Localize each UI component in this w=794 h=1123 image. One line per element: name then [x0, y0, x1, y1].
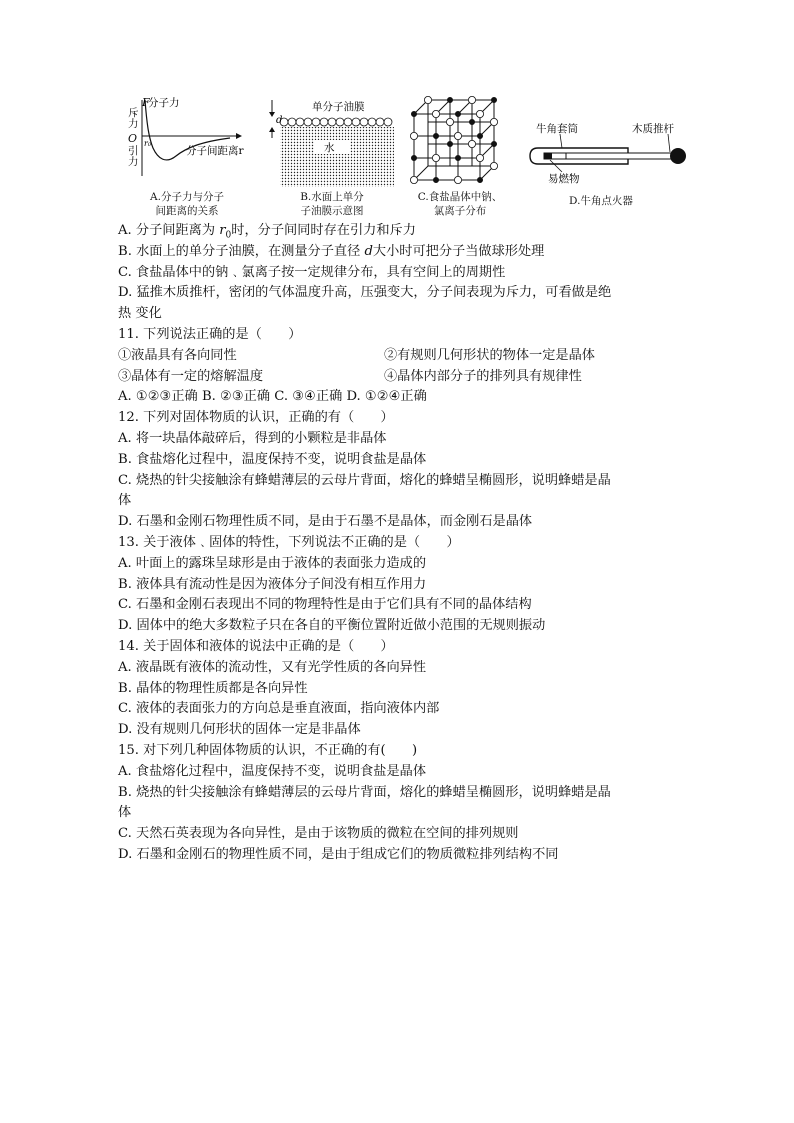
q12-option-d: D. 石墨和金刚石物理性质不同，是由于石墨不是晶体，而金刚石是晶体 [118, 514, 533, 530]
attraction-label: 引力 [128, 145, 139, 168]
q14-stem: 14. 关于固体和液体的说法中正确的是（ ） [118, 638, 394, 654]
q13-option-b: B. 液体具有流动性是因为液体分子间没有相互作用力 [118, 576, 427, 592]
q15-option-b-line2: 体 [118, 805, 132, 821]
q12-option-c-line2: 体 [118, 493, 132, 509]
q12-option-a: A. 将一块晶体敲碎后，得到的小颗粒是非晶体 [118, 430, 387, 446]
q14-option-c: C. 液体的表面张力的方向总是垂直液面，指向液体内部 [118, 701, 440, 717]
force-title: 分子力 [148, 97, 180, 109]
fuel-label: 易燃物 [548, 173, 580, 185]
q14-option-b: B. 晶体的物理性质都是各向异性 [118, 680, 308, 696]
figure-b-oil-film [266, 96, 406, 222]
q11-items-row2: ③晶体有一定的熔解温度 ④晶体内部分子的排列具有规律性 [118, 368, 582, 384]
q13-option-a: A. 叶面上的露珠呈球形是由于液体的表面张力造成的 [118, 555, 427, 571]
force-distance-graph [118, 96, 266, 192]
q12-option-c-line1: C. 烧热的针尖接触涂有蜂蜡薄层的云母片背面，熔化的蜂蜡呈椭圆形，说明蜂蜡是晶 [118, 472, 611, 488]
tube-label: 牛角套筒 [536, 123, 578, 135]
figure-row [118, 96, 688, 222]
axis-f-label: F [142, 96, 150, 109]
origin-label: O [128, 132, 138, 145]
q10-option-c: C. 食盐晶体中的钠﹑氯离子按一定规律分布，具有空间上的周期性 [118, 264, 506, 280]
horn-igniter-diagram [528, 96, 688, 190]
q11-options: A. ①②③正确 B. ②③正确 C. ③④正确 D. ①②④正确 [118, 389, 427, 405]
q15-option-a: A. 食盐熔化过程中，温度保持不变，说明食盐是晶体 [118, 763, 427, 779]
r0-label: r₀ [144, 139, 152, 148]
figure-a-molecular-force [118, 96, 266, 222]
q11-items-row1: ①液晶具有各向同性 ②有规则几何形状的物体一定是晶体 [118, 347, 595, 363]
figure-d-caption: D.牛角点火器 [569, 195, 633, 207]
q10-option-d-line1: D. 猛推木质推杆，密闭的气体温度升高，压强变大，分子间表现为斥力，可看做是绝 [118, 285, 612, 301]
question-text [118, 221, 688, 866]
d-label: d [276, 115, 283, 126]
q11-stem: 11. 下列说法正确的是（ ） [118, 326, 302, 342]
repulsion-label: 斥力 [128, 107, 139, 130]
q15-option-b-line1: B. 烧热的针尖接触涂有蜂蜡薄层的云母片背面，熔化的蜂蜡呈椭圆形，说明蜂蜡是晶 [118, 784, 611, 800]
salt-lattice-diagram [406, 96, 514, 190]
q15-option-c: C. 天然石英表现为各向异性，是由于该物质的微粒在空间的排列规则 [118, 826, 519, 842]
q14-option-a: A. 液晶既有液体的流动性，又有光学性质的各向异性 [118, 659, 427, 675]
x-axis-label: 分子间距离r [186, 145, 244, 157]
q13-option-d: D. 固体中的绝大多数粒子只在各自的平衡位置附近做小范围的无规则振动 [118, 618, 546, 634]
q12-option-b: B. 食盐熔化过程中，温度保持不变，说明食盐是晶体 [118, 451, 427, 467]
figure-c-caption: C.食盐晶体中钠、 氯离子分布 [417, 191, 503, 217]
rod-label: 木质推杆 [632, 123, 674, 135]
oil-film-diagram [266, 96, 406, 190]
water-label: 水 [324, 142, 335, 154]
figure-b-caption: B.水面上单分 子油膜示意图 [300, 191, 364, 217]
q10-option-b: B. 水面上的单分子油膜，在测量分子直径 d大小时可把分子当做球形处理 [118, 243, 545, 259]
figure-d-horn-igniter [528, 96, 688, 222]
q10-option-a: A. 分子间距离为 $r_0$时，分子间同时存在引力和斥力 [118, 223, 416, 241]
q14-option-d: D. 没有规则几何形状的固体一定是非晶体 [118, 722, 361, 738]
q13-option-c: C. 石墨和金刚石表现出不同的物理特性是由于它们具有不同的晶体结构 [118, 597, 532, 613]
figure-a-caption: A.分子力与分子 间距离的关系 [150, 191, 224, 217]
q10-option-d-line2: 热 变化 [118, 306, 162, 322]
q13-stem: 13. 关于液体﹑固体的特性，下列说法不正确的是（ ） [118, 534, 460, 550]
q15-option-d: D. 石墨和金刚石的物理性质不同，是由于组成它们的物质微粒排列结构不同 [118, 846, 559, 862]
q12-stem: 12. 下列对固体物质的认识，正确的有（ ） [118, 410, 394, 426]
figure-c-salt-crystal [406, 96, 514, 222]
q15-stem: 15. 对下列几种固体物质的认识，不正确的有( ) [118, 742, 418, 758]
film-label: 单分子油膜 [312, 101, 365, 113]
